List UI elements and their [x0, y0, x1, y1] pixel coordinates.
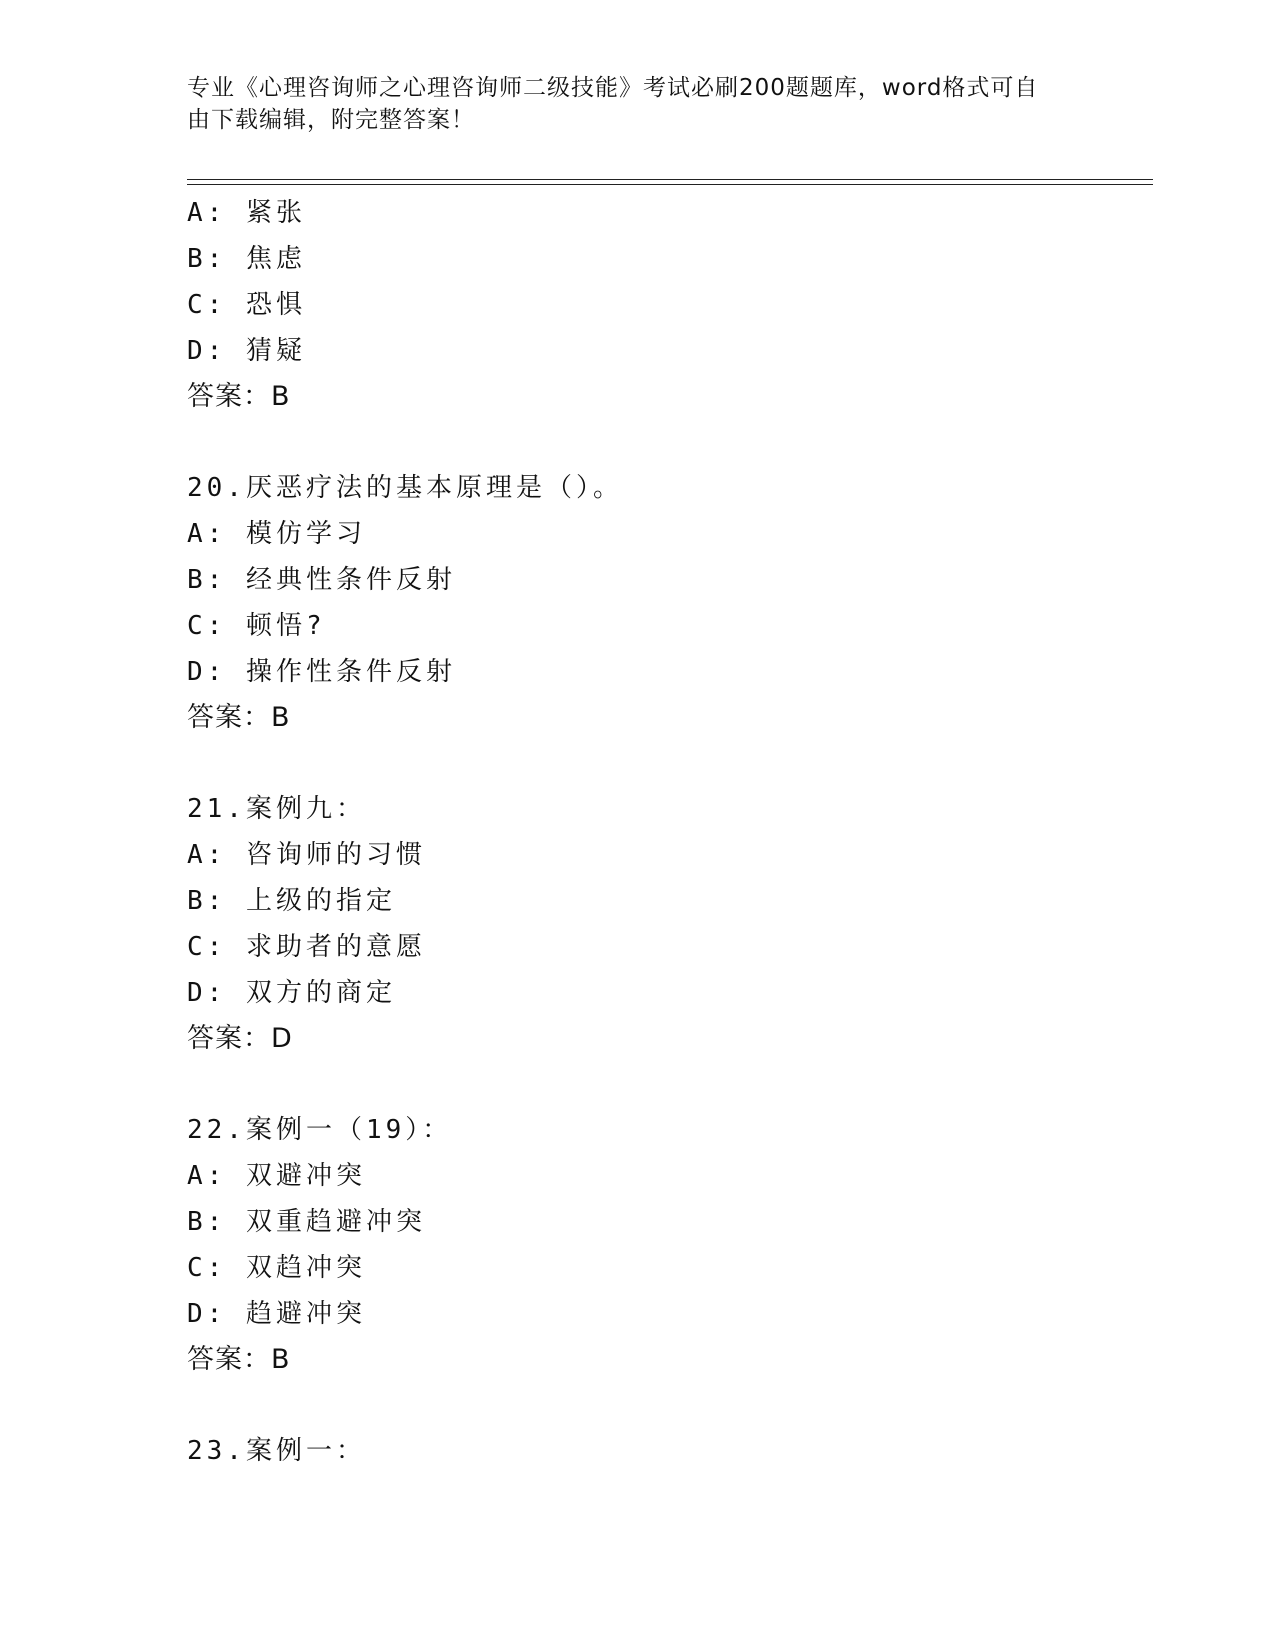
answer-line: 答案：D [187, 1023, 293, 1054]
option-c: C: 恐惧 [187, 290, 306, 320]
option-b: B: 焦虑 [187, 244, 306, 274]
option-a: A: 紧张 [187, 198, 306, 228]
document-header [187, 72, 1067, 136]
header-divider-bottom [187, 184, 1153, 185]
header-line-2: 由下载编辑，附完整答案！ [187, 107, 475, 133]
answer-line: 答案：B [187, 1344, 291, 1375]
spacer [187, 741, 1167, 786]
question-list [187, 190, 1167, 1474]
option-b: B: 双重趋避冲突 [187, 1207, 426, 1237]
answer-line: 答案：B [187, 381, 291, 412]
question-title: 21.案例九： [187, 794, 366, 824]
option-a: A: 咨询师的习惯 [187, 840, 426, 870]
header-line-1: 专业《心理咨询师之心理咨询师二级技能》考试必刷200题题库，word格式可自 [187, 75, 1039, 101]
option-b: B: 上级的指定 [187, 886, 396, 916]
option-d: D: 猜疑 [187, 336, 306, 366]
option-d: D: 趋避冲突 [187, 1299, 366, 1329]
question-title: 20.厌恶疗法的基本原理是（）。 [187, 473, 623, 503]
option-c: C: 顿悟? [187, 611, 326, 641]
question-20 [187, 465, 1167, 741]
spacer [187, 420, 1167, 465]
option-a: A: 模仿学习 [187, 519, 366, 549]
option-c: C: 双趋冲突 [187, 1253, 366, 1283]
option-a: A: 双避冲突 [187, 1161, 366, 1191]
option-d: D: 操作性条件反射 [187, 657, 456, 687]
question-title: 22.案例一（19）： [187, 1115, 453, 1145]
question-23 [187, 1428, 1167, 1474]
spacer [187, 1062, 1167, 1107]
option-d: D: 双方的商定 [187, 978, 396, 1008]
option-b: B: 经典性条件反射 [187, 565, 456, 595]
question-19-continued [187, 190, 1167, 420]
question-title: 23.案例一： [187, 1436, 366, 1466]
answer-line: 答案：B [187, 702, 291, 733]
header-divider-top [187, 179, 1153, 180]
option-c: C: 求助者的意愿 [187, 932, 426, 962]
question-21 [187, 786, 1167, 1062]
spacer [187, 1383, 1167, 1428]
question-22 [187, 1107, 1167, 1383]
